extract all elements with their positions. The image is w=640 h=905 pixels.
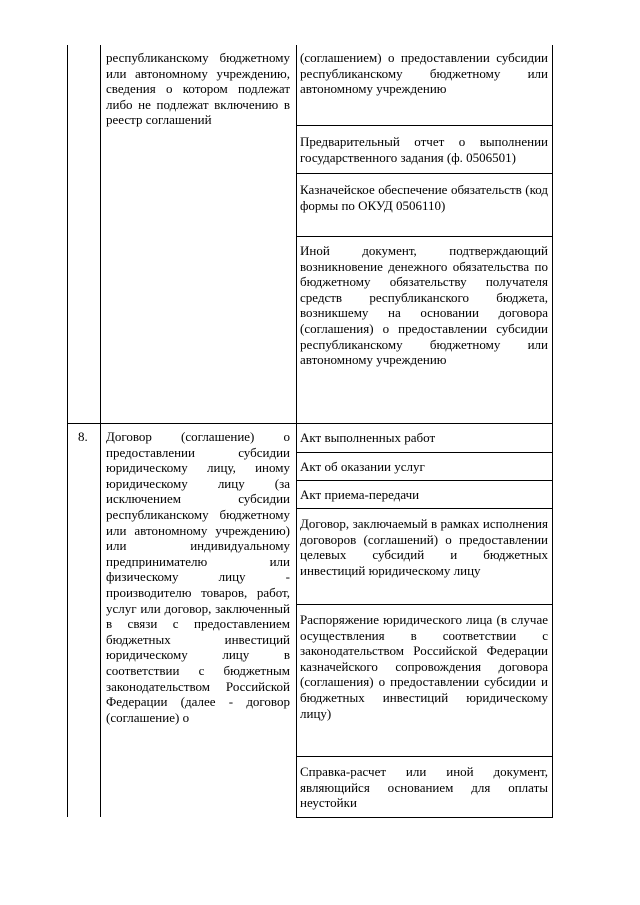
- table-cell-document: Акт об оказании услуг: [300, 459, 425, 474]
- row-number: 8.: [78, 429, 88, 444]
- table-cell-document: Казначейское обеспечение обязательств (код формы по ОКУД 0506110): [300, 182, 548, 213]
- table-cell-document: (соглашением) о предоставлении субсидии республиканскому бюджетному или автономному учреждению: [300, 50, 548, 97]
- table-cell-document: Распоряжение юридического лица (в случае осуществления в соответствии с законодательством Российской Федерации казначейского сопровождения договора (соглашения) о предоставлении субсидии и бюджетных инвестиций юридическому лицу): [300, 612, 548, 721]
- table-cell-document: Акт приема-передачи: [300, 487, 420, 502]
- row-divider: [296, 604, 553, 605]
- table-border-left: [67, 45, 68, 817]
- row-divider: [296, 817, 553, 818]
- row-divider: [296, 508, 553, 509]
- table-cell-document: Договор, заключаемый в рамках исполнения договоров (соглашений) о предоставлении целевых субсидий и бюджетных инвестиций юридическому лицу: [300, 516, 548, 578]
- row-divider: [296, 125, 553, 126]
- table-cell-description: Договор (соглашение) о предоставлении субсидии юридическому лицу, иному юридическому лицу (за исключением субсидии республиканскому бюджетному или автономному учреждению) или индивидуальному предпринимателю или физическому лицу - производителю товаров, работ, услуг или договор, заключенный в связи с предоставлением бюджетных инвестиций юридическому лицу в соответствии с бюджетным законодательством Российской Федерации (далее - договор (соглашение) о: [106, 429, 290, 725]
- row-divider: [296, 236, 553, 237]
- row-divider: [296, 452, 553, 453]
- row-divider: [296, 756, 553, 757]
- table-cell-description: республиканскому бюджетному или автономному учреждению, сведения о котором подлежат либо не подлежат включению в реестр соглашений: [106, 50, 290, 128]
- table-cell-document: Акт выполненных работ: [300, 430, 436, 445]
- table-cell-document: Предварительный отчет о выполнении государственного задания (ф. 0506501): [300, 134, 548, 165]
- row-divider: [296, 480, 553, 481]
- row-divider: [296, 173, 553, 174]
- table-cell-document: Справка-расчет или иной документ, являющийся основанием для оплаты неустойки: [300, 764, 548, 811]
- table-cell-document: Иной документ, подтверждающий возникновение денежного обязательства по бюджетному обязательству получателя средств республиканского бюджета, возникшему на основании договора (соглашения) о предоставлении субсидии республиканскому бюджетному или автономному учреждению: [300, 243, 548, 368]
- table-border-right: [552, 45, 553, 817]
- column-divider-documents: [296, 45, 297, 817]
- row-divider: [67, 423, 553, 424]
- column-divider-number: [100, 45, 101, 817]
